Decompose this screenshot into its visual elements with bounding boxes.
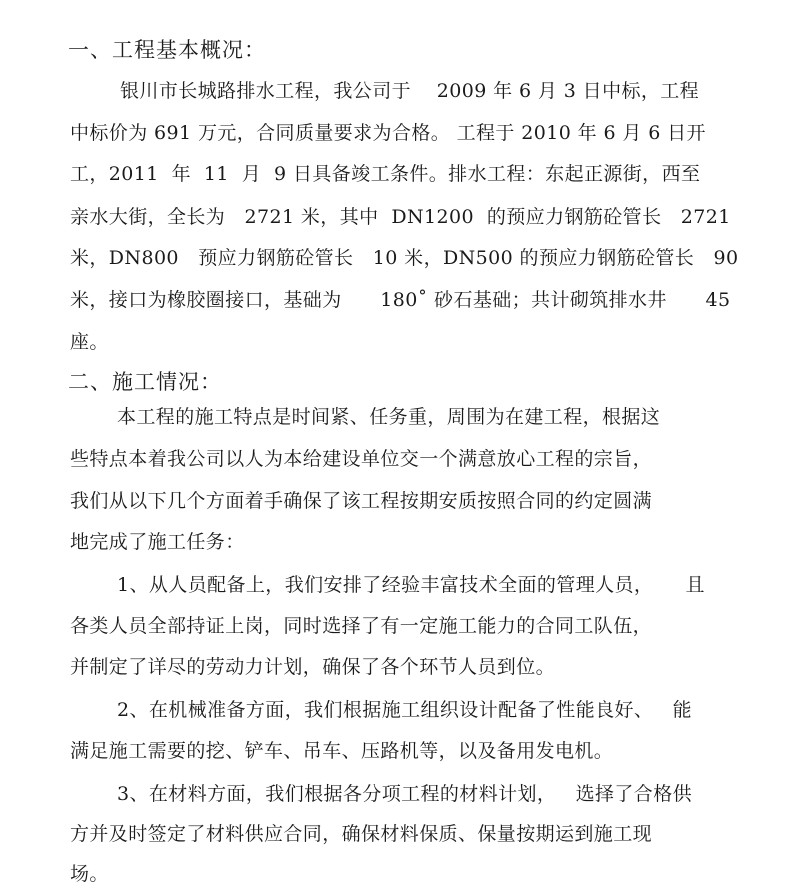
paragraph-line: 满足施工需要的挖、铲车、吊车、压路机等，以及备用发电机。	[70, 740, 614, 762]
list-item-materials: 3、在材料方面，我们根据各分项工程的材料计划， 选择了合格供	[117, 783, 693, 805]
paragraph-line: 亲水大街，全长为 2721 米，其中 DN1200 的预应力钢筋砼管长 2721	[70, 206, 731, 228]
paragraph-line: 米，DN800 预应力钢筋砼管长 10 米，DN500 的预应力钢筋砼管长 90	[70, 247, 739, 269]
paragraph-line: 地完成了施工任务：	[70, 531, 245, 553]
paragraph-line: 本工程的施工特点是时间紧、任务重，周围为在建工程，根据这	[117, 406, 661, 428]
paragraph-line: 工，2011 年 11 月 9 日具备竣工条件。排水工程：东起正源街，西至	[70, 163, 701, 185]
paragraph-line: 我们从以下几个方面着手确保了该工程按期安质按照合同的约定圆满	[70, 490, 653, 512]
paragraph-line: 方并及时签定了材料供应合同，确保材料保质、保量按期运到施工现	[70, 823, 653, 845]
paragraph-line: 银川市长城路排水工程，我公司于 2009 年 6 月 3 日中标，工程	[120, 80, 700, 102]
paragraph-line: 米，接口为橡胶圈接口，基础为 180˚ 砂石基础；共计砌筑排水井 45	[70, 289, 731, 311]
paragraph-line: 座。	[70, 331, 109, 353]
paragraph-line: 场。	[70, 863, 109, 885]
list-item-machinery: 2、在机械准备方面，我们根据施工组织设计配备了性能良好、 能	[117, 699, 693, 721]
paragraph-line: 中标价为 691 万元，合同质量要求为合格。 工程于 2010 年 6 月 6 日开	[70, 122, 706, 144]
paragraph-line: 并制定了详尽的劳动力计划，确保了各个环节人员到位。	[70, 656, 556, 678]
section-heading-overview: 一、工程基本概况：	[68, 38, 266, 62]
section-heading-construction: 二、施工情况：	[68, 370, 222, 394]
list-item-personnel: 1、从人员配备上，我们安排了经验丰富技术全面的管理人员， 且	[117, 574, 705, 596]
paragraph-line: 些特点本着我公司以人为本给建设单位交一个满意放心工程的宗旨，	[70, 448, 653, 470]
paragraph-line: 各类人员全部持证上岗，同时选择了有一定施工能力的合同工队伍，	[70, 615, 653, 637]
